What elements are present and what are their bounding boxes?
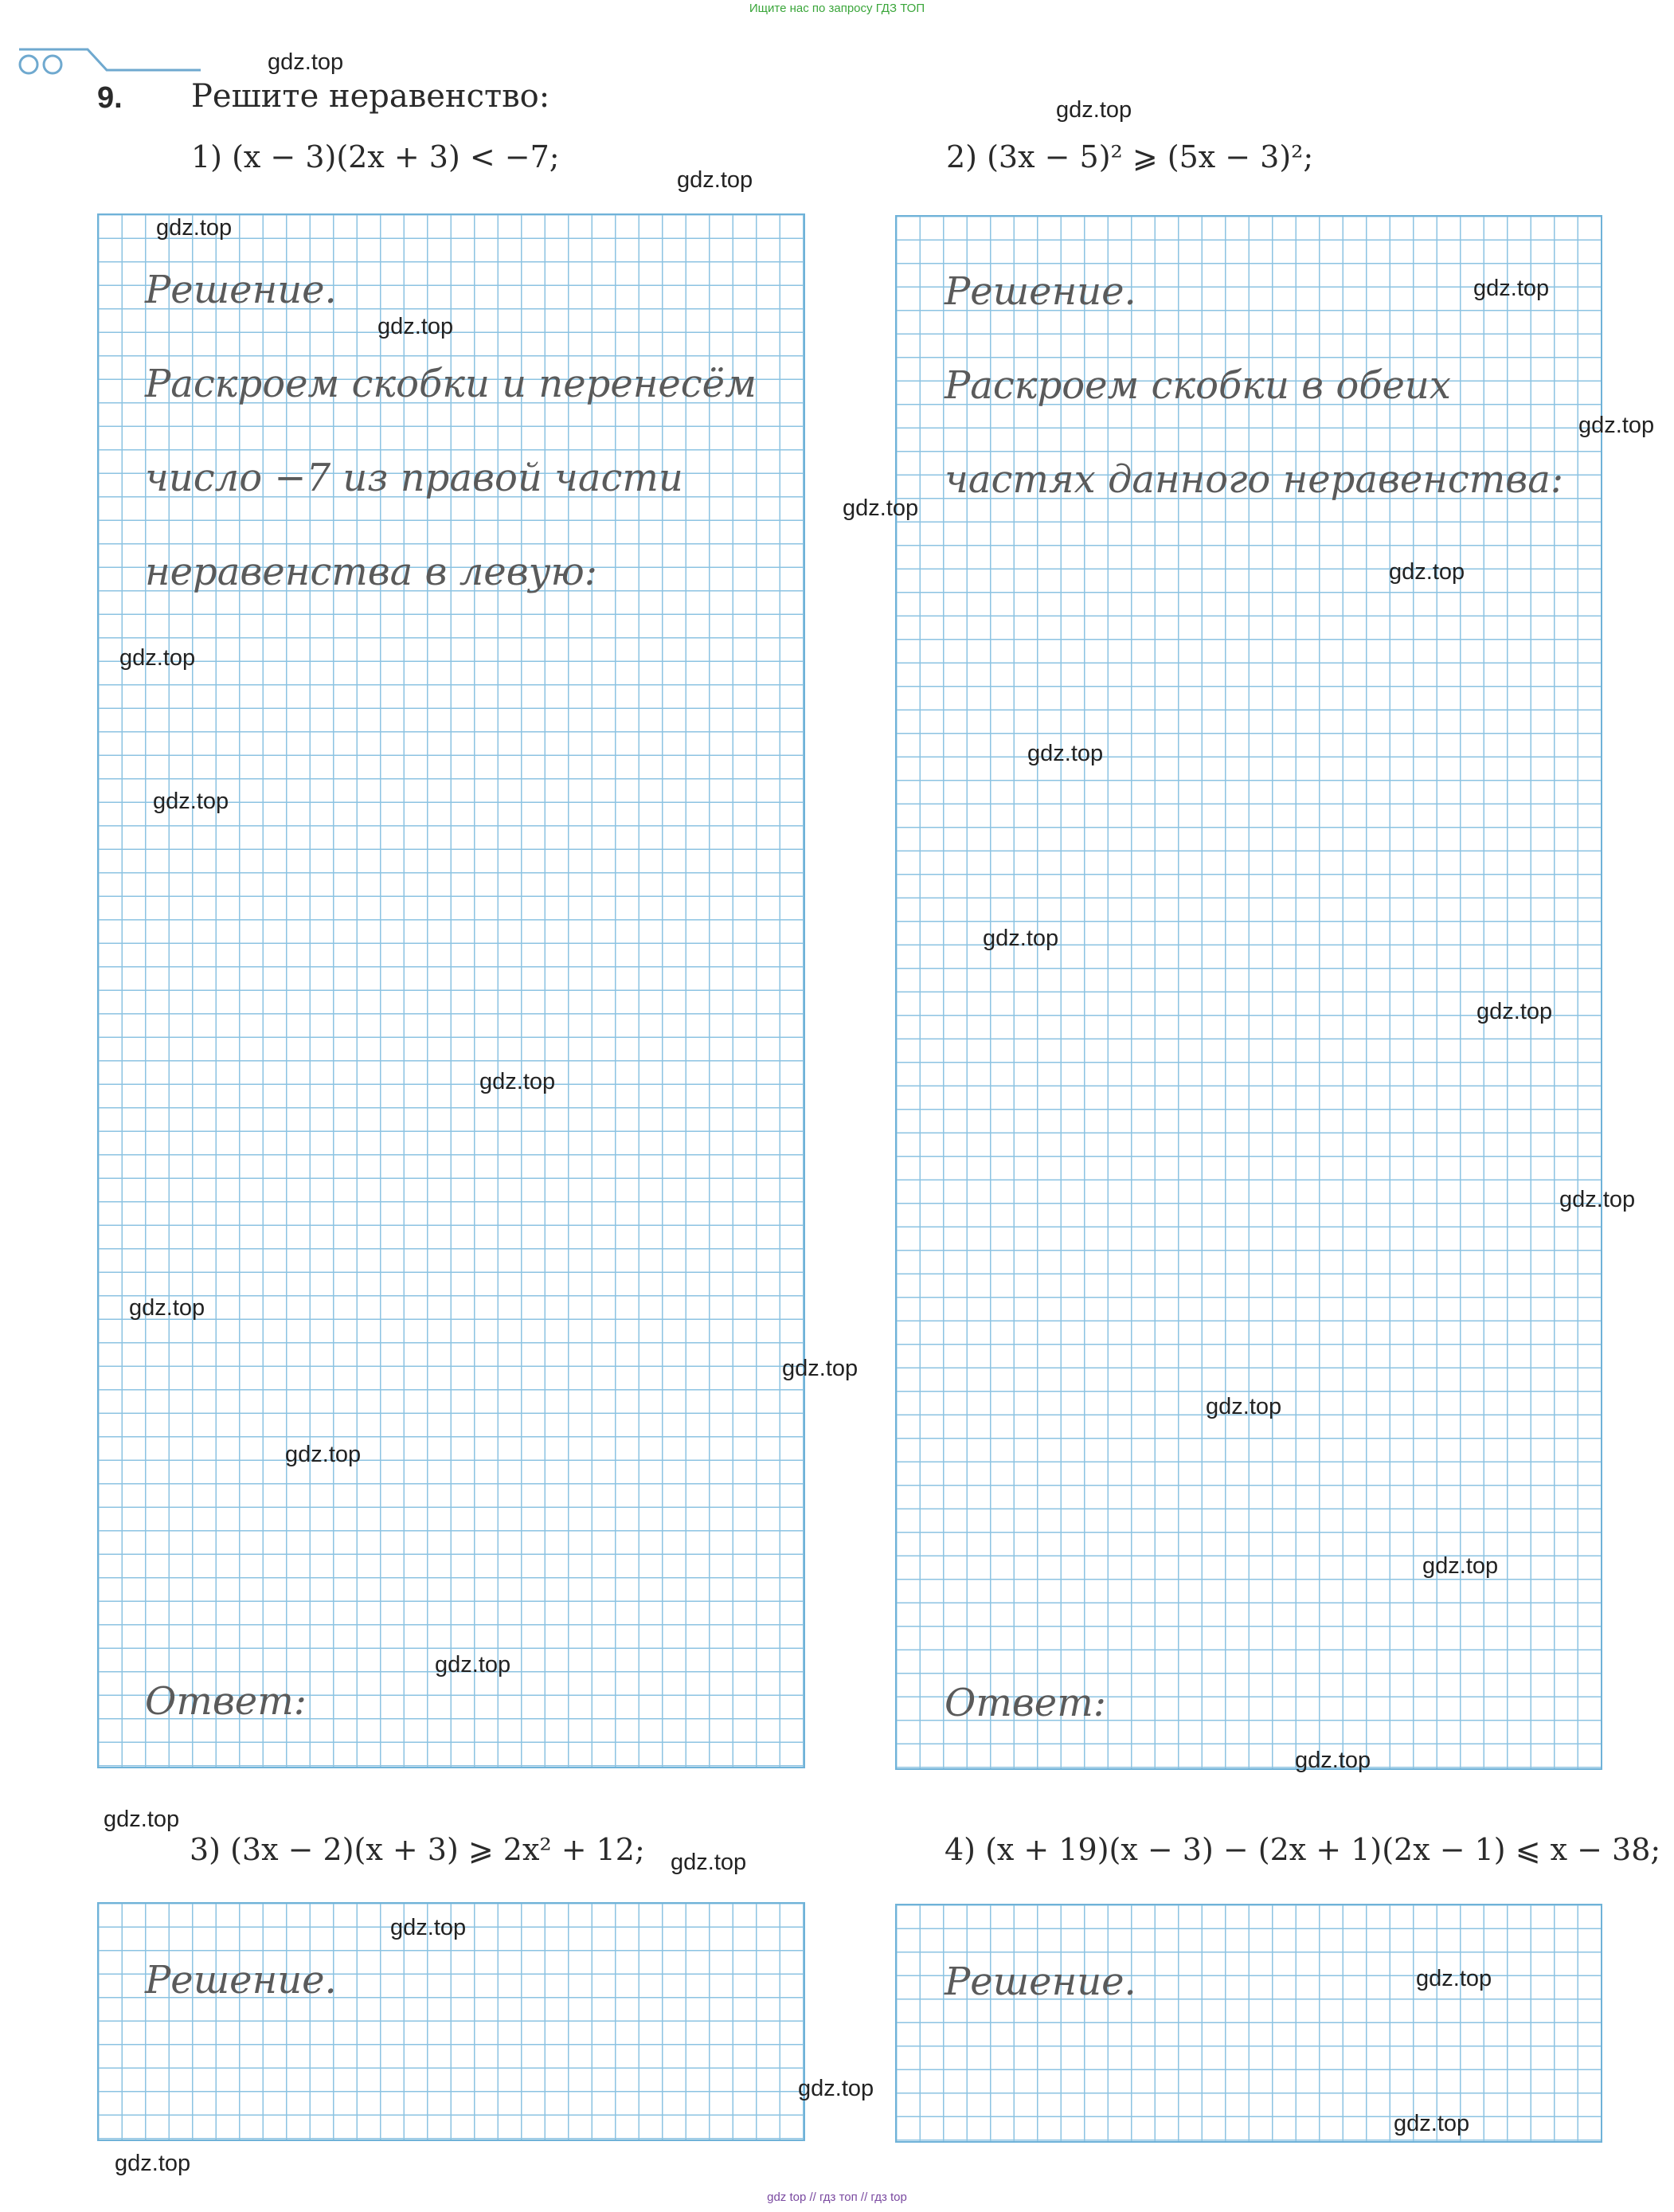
watermark: gdz.top bbox=[435, 1652, 511, 1678]
problem-1-answer-label: Ответ: bbox=[145, 1679, 307, 1724]
problem-2-answer-label: Ответ: bbox=[945, 1681, 1106, 1725]
watermark: gdz.top bbox=[1476, 999, 1553, 1024]
watermark: gdz.top bbox=[1027, 741, 1104, 766]
problem-1-solution-heading: Решение. bbox=[145, 268, 337, 312]
problem-2-grid[interactable] bbox=[895, 215, 1602, 1770]
watermark: gdz.top bbox=[1578, 413, 1655, 438]
watermark: gdz.top bbox=[1295, 1748, 1371, 1773]
problem-2-solution-line: Раскроем скобки в обеих bbox=[945, 363, 1451, 408]
watermark: gdz.top bbox=[104, 1807, 180, 1832]
watermark: gdz.top bbox=[377, 314, 454, 339]
problem-1-label: 1) (x − 3)(2x + 3) < −7; bbox=[191, 139, 560, 174]
problem-1-solution-line: неравенства в левую: bbox=[145, 550, 597, 594]
watermark: gdz.top bbox=[479, 1069, 556, 1094]
watermark: gdz.top bbox=[1389, 559, 1465, 585]
watermark: gdz.top bbox=[1206, 1394, 1282, 1419]
watermark: gdz.top bbox=[1394, 2111, 1470, 2136]
watermark: gdz.top bbox=[1422, 1553, 1499, 1579]
watermark: gdz.top bbox=[1056, 97, 1132, 123]
task-title: Решите неравенство: bbox=[191, 78, 550, 115]
bottom-banner: gdz top // гдз топ // гдз top bbox=[767, 2190, 907, 2204]
problem-1-solution-line: число −7 из правой части bbox=[145, 456, 683, 500]
watermark: gdz.top bbox=[677, 167, 753, 193]
top-banner: Ищите нас по запросу ГДЗ ТОП bbox=[749, 2, 925, 15]
problem-1-grid[interactable] bbox=[97, 213, 805, 1768]
watermark: gdz.top bbox=[285, 1442, 362, 1467]
watermark: gdz.top bbox=[782, 1356, 859, 1381]
problem-1-solution-line: Раскроем скобки и перенесём bbox=[145, 362, 757, 406]
problem-2-label: 2) (3x − 5)² ⩾ (5x − 3)²; bbox=[946, 139, 1314, 174]
watermark: gdz.top bbox=[1473, 276, 1550, 301]
problem-4-label: 4) (x + 19)(x − 3) − (2x + 1)(2x − 1) ⩽ x − 38; bbox=[945, 1832, 1661, 1867]
watermark: gdz.top bbox=[983, 926, 1059, 951]
watermark: gdz.top bbox=[390, 1915, 467, 1940]
watermark: gdz.top bbox=[153, 789, 229, 814]
problem-4-grid[interactable] bbox=[895, 1904, 1602, 2143]
corner-decoration bbox=[18, 41, 201, 81]
problem-3-label: 3) (3x − 2)(x + 3) ⩾ 2x² + 12; bbox=[190, 1832, 645, 1867]
problem-3-solution-heading: Решение. bbox=[145, 1958, 337, 2003]
watermark: gdz.top bbox=[671, 1850, 747, 1875]
task-number: 9. bbox=[97, 81, 123, 115]
watermark: gdz.top bbox=[843, 495, 919, 521]
watermark: gdz.top bbox=[156, 215, 233, 241]
watermark: gdz.top bbox=[1559, 1187, 1636, 1212]
watermark: gdz.top bbox=[268, 49, 344, 75]
watermark: gdz.top bbox=[798, 2076, 874, 2101]
problem-2-solution-line: частях данного неравенства: bbox=[945, 457, 1564, 502]
watermark: gdz.top bbox=[1416, 1966, 1492, 1991]
watermark: gdz.top bbox=[115, 2151, 191, 2176]
problem-4-solution-heading: Решение. bbox=[945, 1959, 1136, 2004]
watermark: gdz.top bbox=[129, 1295, 205, 1321]
watermark: gdz.top bbox=[119, 645, 196, 671]
problem-2-solution-heading: Решение. bbox=[945, 269, 1136, 314]
